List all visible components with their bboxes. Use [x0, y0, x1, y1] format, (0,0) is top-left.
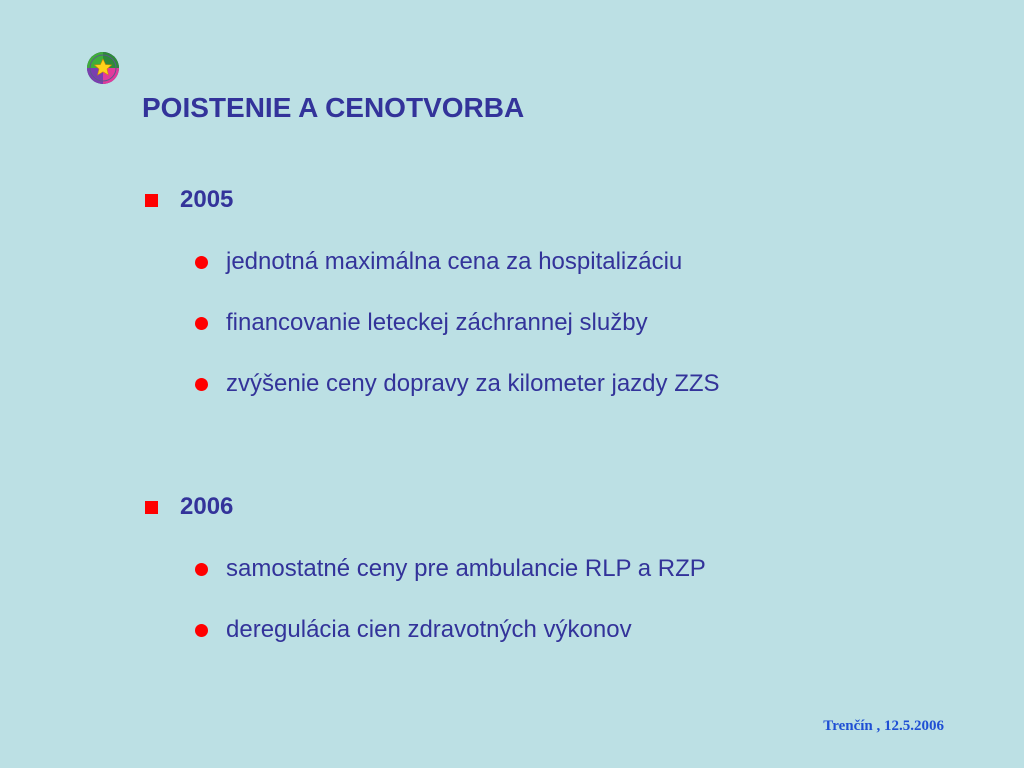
- list-item: samostatné ceny pre ambulancie RLP a RZP: [226, 555, 706, 582]
- list-item: financovanie leteckej záchrannej služby: [226, 309, 648, 336]
- circle-bullet-icon: [195, 378, 208, 391]
- list-item: jednotná maximálna cena za hospitalizáciu: [226, 248, 683, 275]
- puzzle-star-logo-icon: [86, 51, 120, 85]
- list-item: deregulácia cien zdravotných výkonov: [226, 616, 632, 643]
- circle-bullet-icon: [195, 256, 208, 269]
- page-title: POISTENIE A CENOTVORBA: [142, 92, 525, 123]
- section-year-2006: 2006: [180, 493, 234, 520]
- section-year-2005: 2005: [180, 186, 234, 213]
- list-item: zvýšenie ceny dopravy za kilometer jazdy ZZS: [226, 370, 720, 397]
- circle-bullet-icon: [195, 563, 208, 576]
- circle-bullet-icon: [195, 317, 208, 330]
- footer-location-date: Trenčín , 12.5.2006: [823, 718, 944, 734]
- circle-bullet-icon: [195, 624, 208, 637]
- square-bullet-icon: [145, 194, 158, 207]
- square-bullet-icon: [145, 501, 158, 514]
